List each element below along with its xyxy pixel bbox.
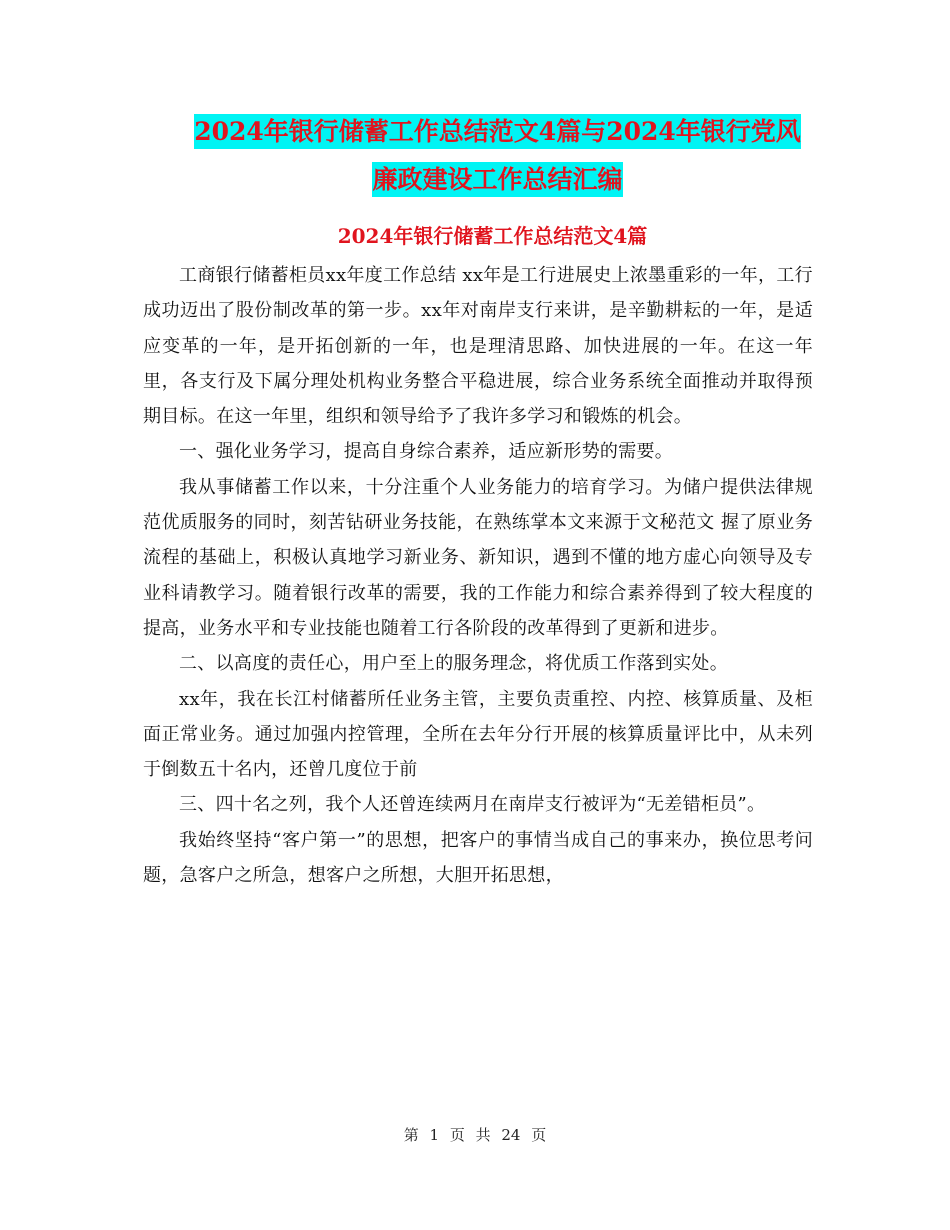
paragraph: 三、四十名之列，我个人还曾连续两月在南岸支行被评为“无差错柜员”。	[179, 794, 766, 816]
paragraph: 我从事储蓄工作以来，十分注重个人业务能力的培育学习。为储户提供法律规范优质服务的同时，刻苦钻研业务技能，在熟练掌本文来源于文秘范文 握了原业务流程的基础上，积极认真地学习新业务、新知识，遇到不懂的地方虚心向领导及专业科请教学习。随着银行改革的需要，我的工作能力和综合素养得到了较大程度的提高，业务水平和专业技能也随着工行各阶段的改革得到了更新和进步。	[143, 476, 813, 639]
paragraph: 一、强化业务学习，提高自身综合素养，适应新形势的需要。	[179, 441, 674, 463]
paragraph: 二、以高度的责任心，用户至上的服务理念，将优质工作落到实处。	[179, 653, 728, 675]
paragraph: 我始终坚持“客户第一”的思想，把客户的事情当成自己的事来办，换位思考问题，急客户之所急，想客户之所想，大胆开拓思想，	[143, 829, 813, 887]
document-body	[143, 258, 813, 893]
paragraph: xx年，我在长江村储蓄所任业务主管，主要负责重控、内控、核算质量、及柜面正常业务。通过加强内控管理，全所在去年分行开展的核算质量评比中，从未列于倒数五十名内，还曾几度位于前	[143, 688, 813, 781]
page-number-footer: 第 1 页 共 24 页	[403, 1126, 547, 1144]
section-title: 2024年银行储蓄工作总结范文4篇	[337, 224, 648, 248]
title-line-2: 廉政建设工作总结汇编	[372, 162, 622, 197]
title-line-1: 2024年银行储蓄工作总结范文4篇与2024年银行党风	[194, 114, 801, 149]
paragraph: 工商银行储蓄柜员xx年度工作总结 xx年是工行进展史上浓墨重彩的一年，工行成功迈出了股份制改革的第一步。xx年对南岸支行来讲，是辛勤耕耘的一年，是适应变革的一年，是开拓创新的一年，也是理清思路、加快进展的一年。在这一年里，各支行及下属分理处机构业务整合平稳进展，综合业务系统全面推动并取得预期目标。在这一年里，组织和领导给予了我许多学习和锻炼的机会。	[143, 265, 813, 428]
document-title	[140, 108, 855, 204]
